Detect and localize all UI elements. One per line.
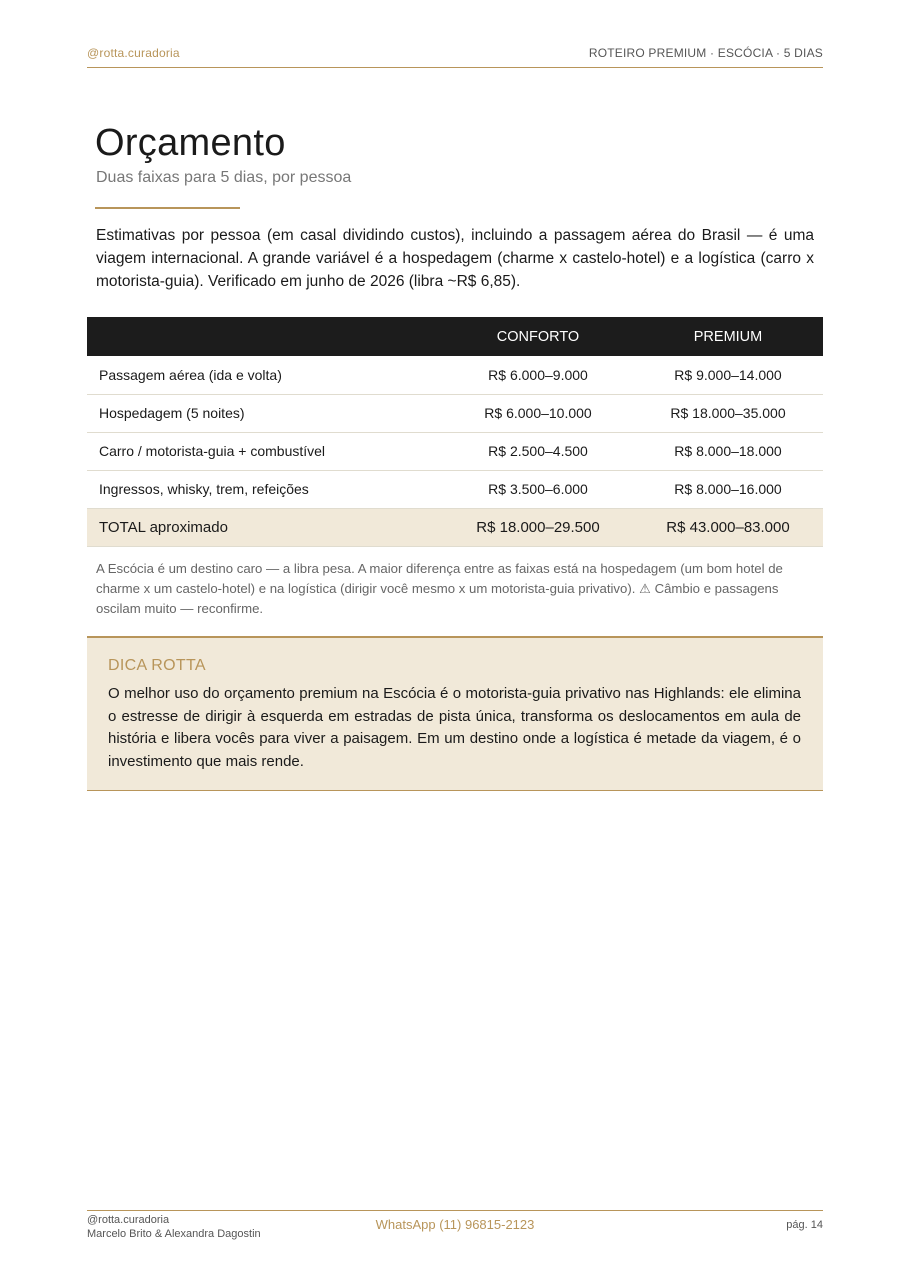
header-brand: @rotta.curadoria	[87, 46, 180, 60]
budget-table	[87, 317, 823, 547]
header-cell-label	[87, 317, 443, 356]
total-premium-value: R$ 43.000–83.000	[633, 508, 823, 546]
page-header	[87, 40, 823, 68]
row-conforto-value: R$ 6.000–10.000	[443, 394, 633, 432]
row-conforto-value: R$ 2.500–4.500	[443, 432, 633, 470]
budget-note: A Escócia é um destino caro — a libra pesa. A maior diferença entre as faixas está na hospedagem (um bom hotel de charme x um castelo-hotel) e na logística (dirigir você mesmo x um motorista-guia privativo). ⚠ Câmbio e passagens oscilam muito — reconfirme.	[96, 561, 783, 616]
table-row	[87, 432, 823, 470]
tip-title: DICA ROTTA	[108, 657, 206, 674]
title-divider	[95, 207, 240, 209]
tip-box	[87, 636, 823, 791]
row-premium-value: R$ 9.000–14.000	[633, 356, 823, 394]
table-row	[87, 470, 823, 508]
header-cell-premium: PREMIUM	[633, 317, 823, 356]
page-title: Orçamento	[95, 122, 286, 164]
row-premium-value: R$ 8.000–18.000	[633, 432, 823, 470]
row-label: Passagem aérea (ida e volta)	[87, 356, 443, 394]
row-conforto-value: R$ 3.500–6.000	[443, 470, 633, 508]
tip-body: O melhor uso do orçamento premium na Escócia é o motorista-guia privativo nas Highlands: ele elimina o estresse de dirigir à esquerda em estradas de pista única, transforma os deslocamentos em aula de história e libera vocês para viver a paisagem. Em um destino onde a logística é metade da viagem, é o investimento que mais rende.	[108, 685, 801, 770]
row-label: Hospedagem (5 noites)	[87, 394, 443, 432]
table-header-row	[87, 317, 823, 356]
intro-paragraph: Estimativas por pessoa (em casal dividindo custos), incluindo a passagem aérea do Brasil — é uma viagem internacional. A grande variável é a hospedagem (charme x castelo-hotel) e a logística (carro x motorista-guia). Verificado em junho de 2026 (libra ~R$ 6,85).	[96, 227, 814, 290]
total-conforto-value: R$ 18.000–29.500	[443, 508, 633, 546]
page-footer	[87, 1210, 823, 1246]
table-row	[87, 394, 823, 432]
row-premium-value: R$ 18.000–35.000	[633, 394, 823, 432]
row-label: Carro / motorista-guia + combustível	[87, 432, 443, 470]
table-total-row	[87, 508, 823, 546]
footer-page-number: pág. 14	[786, 1219, 823, 1231]
row-label: Ingressos, whisky, trem, refeições	[87, 470, 443, 508]
table-row	[87, 356, 823, 394]
header-document-title: ROTEIRO PREMIUM · ESCÓCIA · 5 DIAS	[588, 46, 823, 60]
page-subtitle: Duas faixas para 5 dias, por pessoa	[96, 169, 352, 186]
footer-brand: @rotta.curadoria	[87, 1214, 170, 1226]
row-premium-value: R$ 8.000–16.000	[633, 470, 823, 508]
footer-authors: Marcelo Brito & Alexandra Dagostin	[87, 1228, 261, 1240]
footer-whatsapp: WhatsApp (11) 96815-2123	[375, 1217, 535, 1232]
header-cell-conforto: CONFORTO	[443, 317, 633, 356]
row-conforto-value: R$ 6.000–9.000	[443, 356, 633, 394]
total-label: TOTAL aproximado	[87, 508, 443, 546]
